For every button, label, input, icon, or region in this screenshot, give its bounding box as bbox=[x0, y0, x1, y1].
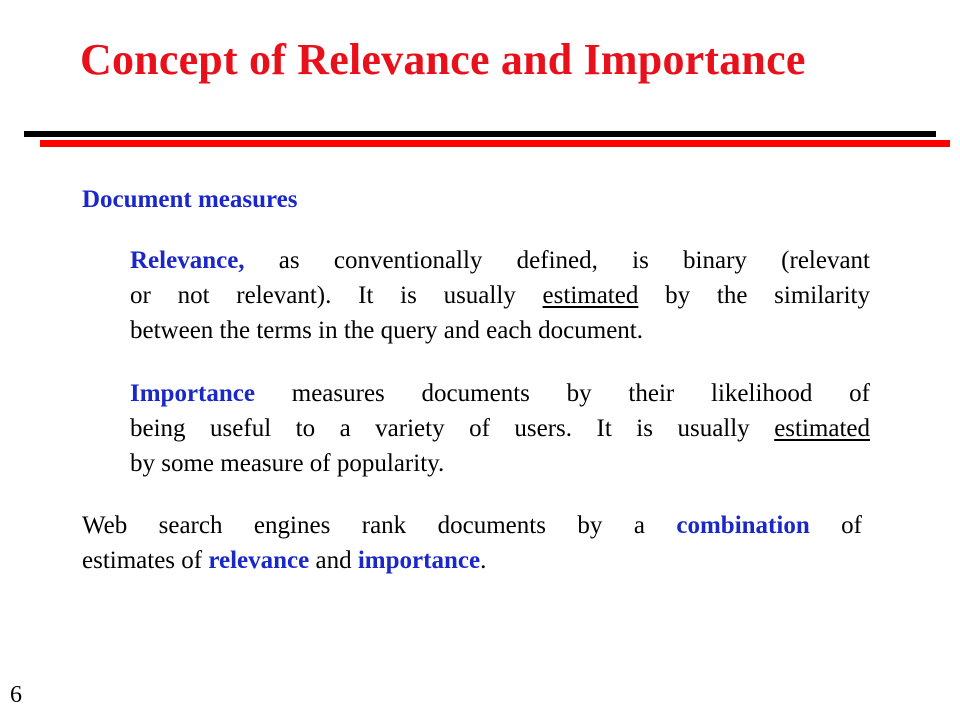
importance-keyword: Importance bbox=[130, 380, 255, 407]
relevance-line-1 bbox=[130, 243, 870, 278]
summary-line-1-b: of bbox=[809, 512, 863, 539]
relevance-line-3: between the terms in the query and each document. bbox=[130, 317, 644, 344]
title-divider-red bbox=[40, 140, 950, 147]
importance-line-3: by some measure of popularity. bbox=[130, 450, 445, 477]
summary-line-1-a: Web search engines rank documents by a bbox=[82, 512, 677, 539]
summary-line-2-b: and bbox=[309, 547, 358, 574]
relevance-line-2-a: or not relevant). It is usually bbox=[130, 282, 543, 309]
summary-line-2 bbox=[82, 543, 862, 578]
relevance-line-2-b: by the similarity bbox=[638, 282, 870, 309]
title-divider-black bbox=[24, 131, 936, 137]
importance-line-2-a: being useful to a variety of users. It is usually bbox=[130, 415, 775, 442]
summary-line-2-a: estimates of bbox=[82, 547, 209, 574]
summary-paragraph bbox=[82, 508, 862, 578]
relevance-keyword-2: relevance bbox=[208, 547, 310, 574]
importance-estimated-underlined: estimated bbox=[774, 415, 870, 442]
relevance-keyword: Relevance, bbox=[130, 247, 245, 274]
relevance-line-2 bbox=[130, 278, 870, 313]
importance-paragraph bbox=[130, 376, 870, 481]
summary-line-2-c: . bbox=[480, 547, 487, 574]
slide-number: 6 bbox=[10, 682, 22, 708]
importance-line-2 bbox=[130, 411, 870, 446]
summary-line-1 bbox=[82, 508, 862, 543]
importance-keyword-2: importance bbox=[357, 547, 481, 574]
importance-line-1-text: measures documents by their likelihood of bbox=[254, 380, 870, 407]
relevance-estimated-underlined: estimated bbox=[542, 282, 639, 309]
combination-keyword: combination bbox=[676, 512, 810, 539]
relevance-line-1-text: as conventionally defined, is binary (relevant bbox=[244, 247, 870, 274]
importance-line-1 bbox=[130, 376, 870, 411]
relevance-paragraph bbox=[130, 243, 870, 348]
slide-title: Concept of Relevance and Importance bbox=[80, 35, 806, 84]
section-heading: Document measures bbox=[82, 186, 298, 213]
